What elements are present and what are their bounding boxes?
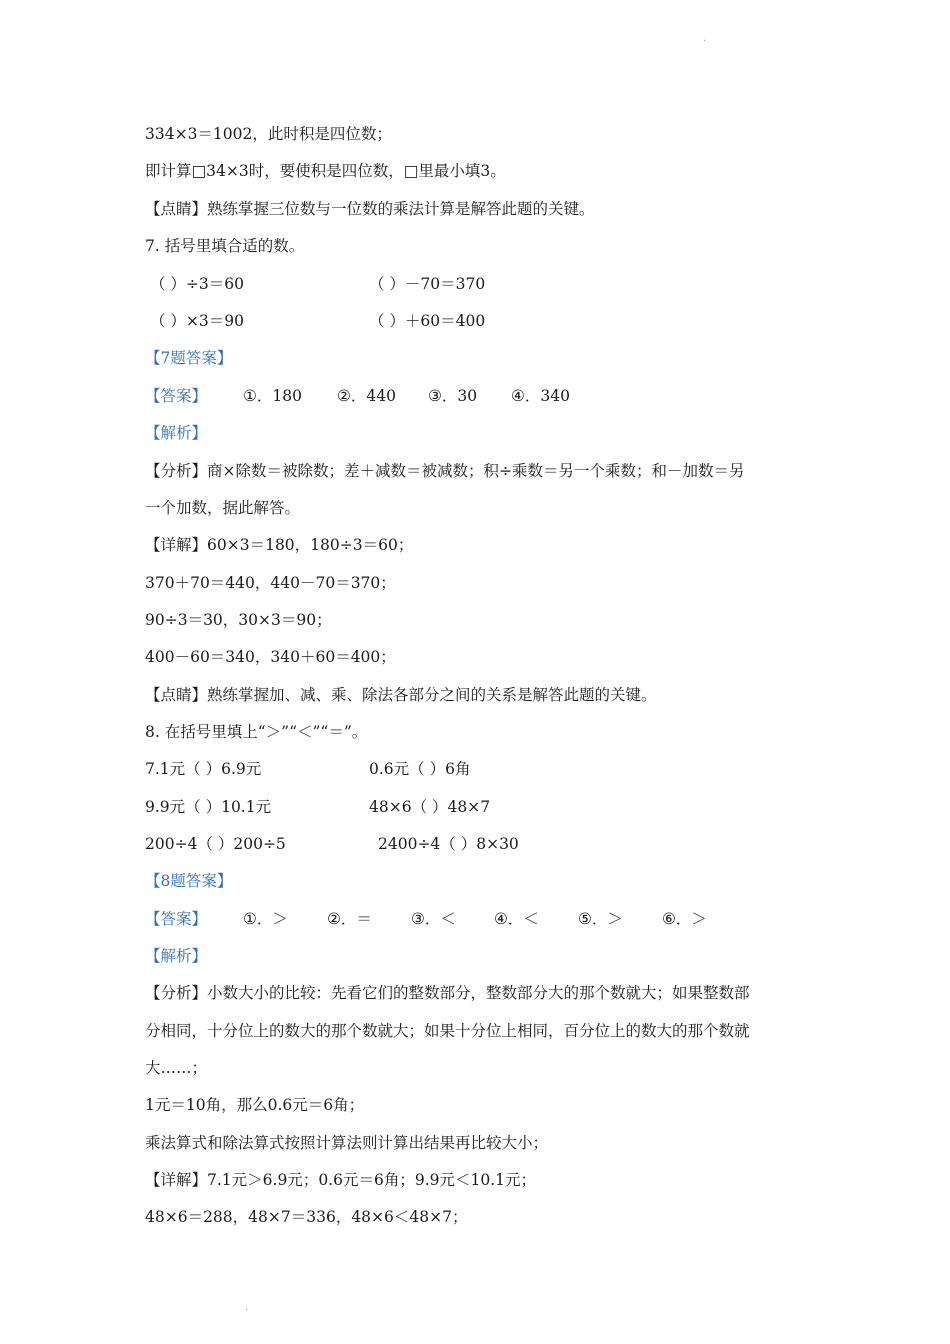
q8-answer-tag: 【答案】 bbox=[145, 910, 208, 928]
q7-analysis-title: 【解析】 bbox=[145, 424, 208, 442]
footer-mark: · bbox=[245, 1305, 249, 1316]
q8-answer-5: ⑤．＞ bbox=[578, 910, 623, 928]
q8-compare-5: 200÷4（ ）200÷5 bbox=[145, 835, 286, 853]
q7-fenxi-1 bbox=[145, 461, 745, 481]
q8-compare-3: 9.9元（ ）10.1元 bbox=[145, 798, 272, 816]
q7-xiangjie-1 bbox=[145, 535, 413, 555]
q7-answer-title: 【7题答案】 bbox=[145, 349, 233, 367]
q7-answer-3: ③．30 bbox=[428, 387, 478, 405]
q8-fenxi-3: 大……； bbox=[145, 1059, 208, 1077]
text: 小数大小的比较：先看它们的整数部分，整数部分大的那个数就大；如果整数部 bbox=[207, 984, 750, 1002]
q8-fenxi-2: 分相同，十分位上的数大的那个数就大；如果十分位上相同，百分位上的数大的那个数就 bbox=[145, 1022, 750, 1040]
q7-blank-1: （ ）÷3＝60 bbox=[150, 275, 244, 293]
tag: 【分析】 bbox=[145, 462, 208, 480]
q7-blank-4: （ ）＋60＝400 bbox=[369, 312, 486, 330]
q7-blank-2: （ ）－70＝370 bbox=[369, 275, 486, 293]
q7-blank-3: （ ）×3＝90 bbox=[150, 312, 244, 330]
q7-xiangjie-4: 400－60＝340，340＋60＝400； bbox=[145, 648, 396, 666]
question-7: 7. 括号里填合适的数。 bbox=[145, 237, 305, 255]
q8-compare-4: 48×6（ ）48×7 bbox=[369, 798, 491, 816]
tag: 【分析】 bbox=[145, 984, 208, 1002]
text: 7.1元＞6.9元；0.6元＝6角；9.9元＜10.1元； bbox=[207, 1171, 536, 1189]
q7-xiangjie-2: 370＋70＝440，440－70＝370； bbox=[145, 574, 396, 592]
tag: 【点睛】 bbox=[145, 686, 208, 704]
text: 60×3＝180，180÷3＝60； bbox=[207, 536, 414, 554]
q7-answer-tag: 【答案】 bbox=[145, 387, 208, 405]
text: 熟练掌握三位数与一位数的乘法计算是解答此题的关键。 bbox=[207, 200, 595, 218]
q8-compare-6: 2400÷4（ ）8×30 bbox=[378, 835, 519, 853]
question-8: 8. 在括号里填上“＞”“＜”“＝”。 bbox=[145, 723, 368, 741]
corner-mark: · bbox=[703, 36, 707, 47]
q8-answer-1: ①．＞ bbox=[243, 910, 288, 928]
q8-fenxi-4: 1元＝10角，那么0.6元＝6角； bbox=[145, 1096, 365, 1114]
text: 商×除数＝被除数；差＋减数＝被减数；积÷乘数＝另一个乘数；和－加数＝另 bbox=[207, 462, 745, 480]
q7-xiangjie-3: 90÷3＝30，30×3＝90； bbox=[145, 611, 332, 629]
q8-xiangjie-2: 48×6＝288，48×7＝336，48×6＜48×7； bbox=[145, 1208, 468, 1226]
q8-analysis-title: 【解析】 bbox=[145, 947, 208, 965]
text-line: 即计算□34×3时，要使积是四位数，□里最小填3。 bbox=[145, 162, 506, 180]
tag: 【详解】 bbox=[145, 536, 208, 554]
q7-dianjing bbox=[145, 685, 657, 705]
q8-answer-3: ③．＜ bbox=[411, 910, 456, 928]
q8-compare-1: 7.1元（ ）6.9元 bbox=[145, 760, 262, 778]
text: 熟练掌握加、减、乘、除法各部分之间的关系是解答此题的关键。 bbox=[207, 686, 657, 704]
q8-fenxi-1 bbox=[145, 983, 750, 1003]
q8-compare-2: 0.6元（ ）6角 bbox=[369, 760, 471, 778]
q8-fenxi-5: 乘法算式和除法算式按照计算法则计算出结果再比较大小； bbox=[145, 1134, 549, 1152]
q7-answer-2: ②．440 bbox=[337, 387, 396, 405]
q8-answer-title: 【8题答案】 bbox=[145, 872, 233, 890]
q8-answer-4: ④．＜ bbox=[494, 910, 539, 928]
q7-answer-4: ④．340 bbox=[511, 387, 570, 405]
q8-answer-6: ⑥．＞ bbox=[662, 910, 707, 928]
tag: 【点睛】 bbox=[145, 200, 208, 218]
q8-answer-2: ②．＝ bbox=[327, 910, 372, 928]
q7-fenxi-2: 一个加数，据此解答。 bbox=[145, 499, 301, 517]
point-line bbox=[145, 199, 595, 219]
q7-answer-1: ①．180 bbox=[243, 387, 302, 405]
q8-xiangjie-1 bbox=[145, 1170, 536, 1190]
text-line: 334×3＝1002，此时积是四位数； bbox=[145, 125, 392, 143]
tag: 【详解】 bbox=[145, 1171, 208, 1189]
